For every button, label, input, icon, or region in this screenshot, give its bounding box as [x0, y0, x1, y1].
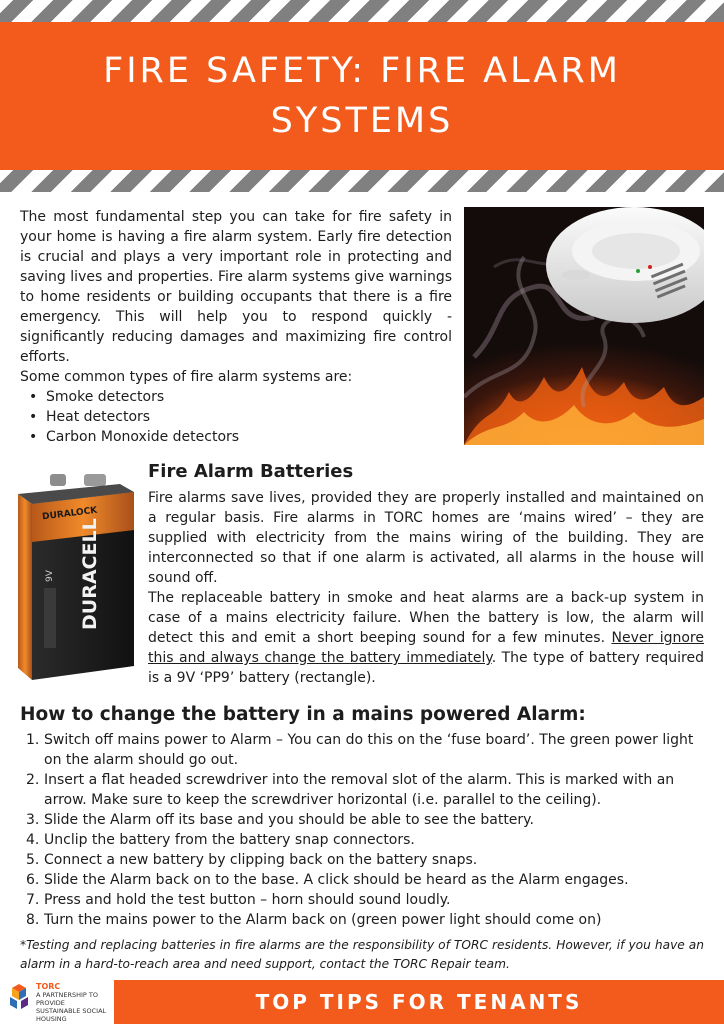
battery-label-top: DURALOCK	[41, 505, 98, 523]
step-text: Slide the Alarm off its base and you should be able to see the battery.	[44, 812, 534, 828]
howto-steps-list	[20, 730, 704, 930]
batteries-paragraph-1: Fire alarms save lives, provided they are properly installed and maintained on a regular basis. Fire alarms in TORC homes are ‘mains wired’ – they are supplied with electricity from the mains wiring of the building. They are interconnected so that if one alarm is activated, all alarms in the house will sound off.	[148, 490, 704, 586]
step-number: 4.	[26, 832, 40, 848]
battery-voltage-label: 9V	[45, 570, 55, 582]
hazard-stripes-bottom	[0, 170, 724, 192]
intro-section	[20, 207, 452, 447]
torc-logo	[4, 978, 112, 1024]
logo-brand: TORC	[36, 982, 61, 991]
list-item	[20, 830, 704, 850]
footer-label: TOP TIPS FOR TENANTS	[255, 990, 583, 1014]
alarm-types-list	[20, 387, 452, 447]
page-title: FIRE SAFETY: FIRE ALARM SYSTEMS	[103, 51, 621, 141]
responsibility-footnote: *Testing and replacing batteries in fire alarms are the responsibility of TORC residents. However, if you have an alarm in a hard-to-reach area and need support, contact the TORC Repair team.	[20, 938, 704, 971]
torc-logo-icon	[4, 982, 34, 1012]
list-item: • Heat detectors	[20, 407, 452, 427]
step-text: Switch off mains power to Alarm – You can do this on the ‘fuse board’. The green power light on the alarm should go out.	[44, 732, 694, 768]
list-item	[20, 910, 704, 930]
hazard-stripes-top	[0, 0, 724, 22]
step-number: 6.	[26, 872, 40, 888]
title-banner	[0, 22, 724, 170]
never-ignore-emphasis: Never ignore this and always change the battery immediately	[148, 630, 704, 666]
step-text: Slide the Alarm back on to the base. A click should be heard as the Alarm engages.	[44, 872, 629, 888]
list-item	[20, 890, 704, 910]
batteries-paragraph-2	[148, 588, 704, 688]
list-item	[20, 770, 704, 810]
list-item: • Carbon Monoxide detectors	[20, 427, 452, 447]
battery-brand-label: DURACELL	[79, 518, 101, 630]
logo-tagline-2: SUSTAINABLE SOCIAL HOUSING	[36, 1007, 107, 1023]
step-number: 3.	[26, 812, 40, 828]
list-item: • Smoke detectors	[20, 387, 452, 407]
step-text: Turn the mains power to the Alarm back on (green power light should come on)	[44, 912, 602, 928]
step-number: 2.	[26, 772, 40, 788]
list-item	[20, 870, 704, 890]
step-number: 1.	[26, 732, 40, 748]
step-text: Connect a new battery by clipping back on the battery snaps.	[44, 852, 478, 868]
step-number: 7.	[26, 892, 40, 908]
step-number: 8.	[26, 912, 40, 928]
step-text: Insert a flat headed screwdriver into the removal slot of the alarm. This is marked with an arrow. Make sure to keep the screwdriver horizontal (i.e. parallel to the ceiling).	[44, 772, 675, 808]
paragraph-2-start: The replaceable battery in smoke and heat alarms are a back-up system in case of a mains electricity failure. When the battery is low, the alarm will detect this and emit a short beeping sound for a few minutes.	[148, 590, 704, 646]
list-item	[20, 850, 704, 870]
logo-tagline-1: A PARTNERSHIP TO PROVIDE	[36, 991, 98, 1007]
paragraph-2-end: . The type of battery required is a 9V ‘PP9’ battery (rectangle).	[148, 650, 704, 686]
howto-heading: How to change the battery in a mains powered Alarm:	[20, 704, 586, 725]
step-text: Press and hold the test button – horn should sound loudly.	[44, 892, 451, 908]
list-item	[20, 730, 704, 770]
howto-section	[20, 702, 704, 930]
footer-banner	[114, 980, 724, 1024]
list-item	[20, 810, 704, 830]
step-number: 5.	[26, 852, 40, 868]
types-lead: Some common types of fire alarm systems are:	[20, 369, 353, 385]
batteries-heading: Fire Alarm Batteries	[148, 461, 354, 482]
intro-paragraph: The most fundamental step you can take for fire safety in your home is having a fire alarm system. Early fire detection is crucial and plays a very important role in protecting and saving lives and properties. Fire alarm systems give warnings to home residents or building occupants that there is a fire emergency. This will help you to respond quickly - significantly reducing damages and maximizing fire control efforts.	[20, 209, 452, 365]
step-text: Unclip the battery from the battery snap connectors.	[44, 832, 415, 848]
smoke-alarm-photo	[464, 207, 704, 445]
battery-photo	[10, 470, 138, 682]
batteries-section	[148, 458, 704, 688]
